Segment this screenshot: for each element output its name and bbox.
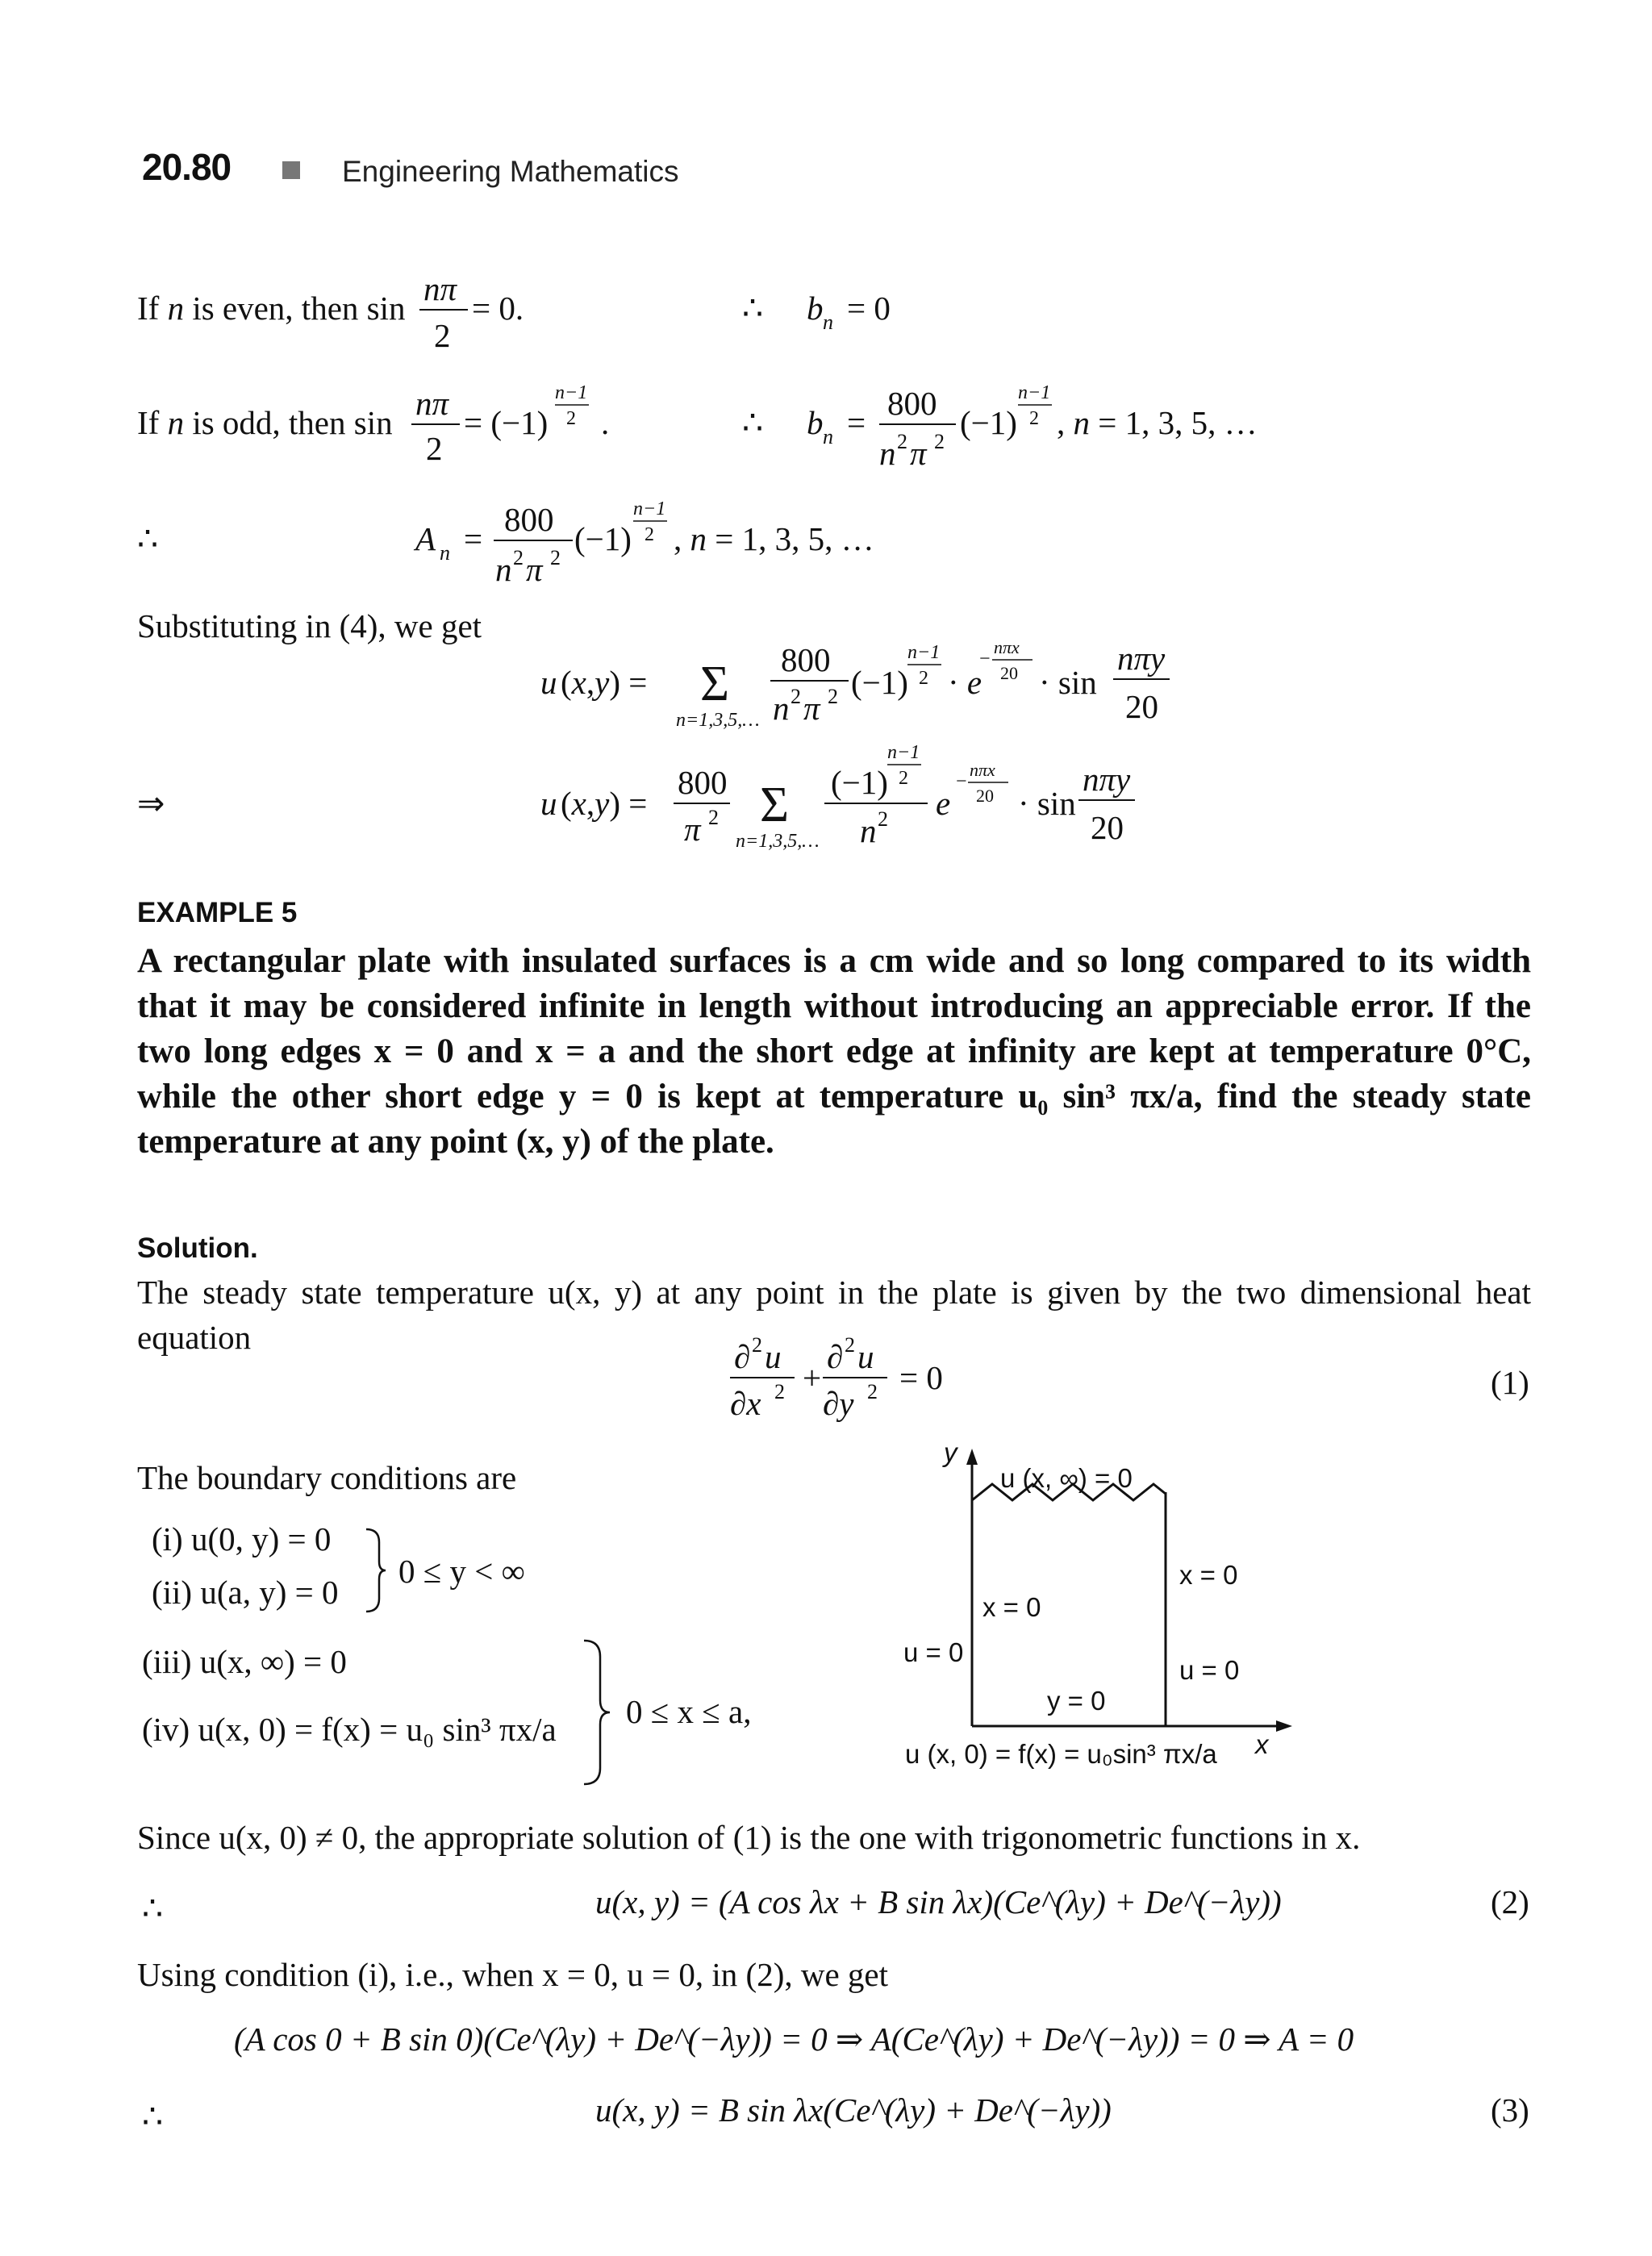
eq2-therefore: ∴ xyxy=(142,1890,164,1927)
solution-intro: The steady state temperature u(x, y) at any point in the plate is given by the two dimensional heat equation xyxy=(137,1274,1531,1356)
eq2-number: (2) xyxy=(1491,1883,1529,1920)
svg-text:n: n xyxy=(823,311,833,334)
diagram-right-inside: x = 0 xyxy=(1179,1560,1238,1590)
svg-text:π: π xyxy=(684,811,701,848)
svg-text:π: π xyxy=(910,435,927,472)
svg-text:n−1: n−1 xyxy=(907,642,941,663)
svg-text:2: 2 xyxy=(919,668,928,689)
svg-text:n−1: n−1 xyxy=(887,742,920,763)
svg-text:π: π xyxy=(526,551,543,588)
svg-text:2: 2 xyxy=(791,685,801,708)
svg-text:nπy: nπy xyxy=(1083,761,1131,798)
svg-text:If n is odd, then sin: If n is odd, then sin xyxy=(137,404,393,441)
diagram-bottom-label: u (x, 0) = f(x) = u₀sin³ πx/a xyxy=(905,1739,1217,1769)
svg-text:nπ: nπ xyxy=(423,270,457,307)
svg-text:n−1: n−1 xyxy=(633,498,666,519)
svg-text:, n = 1, 3, 5, …: , n = 1, 3, 5, … xyxy=(674,520,874,557)
svg-text:π: π xyxy=(803,690,820,727)
plate-diagram xyxy=(879,1437,1331,1783)
solution-label: Solution. xyxy=(137,1232,258,1264)
odd-case-line xyxy=(137,382,1258,472)
svg-text:2: 2 xyxy=(566,408,576,429)
diagram-right-outside: u = 0 xyxy=(1179,1655,1240,1685)
u-sum-1 xyxy=(540,637,1170,731)
bc-i: (i) u(0, y) = 0 xyxy=(152,1520,332,1558)
svg-text:2: 2 xyxy=(867,1380,878,1403)
svg-text:= 0: = 0 xyxy=(899,1359,943,1396)
svg-text:u: u xyxy=(857,1338,874,1375)
svg-text:(−1): (−1) xyxy=(960,404,1017,441)
diagram-left-inside: x = 0 xyxy=(982,1592,1041,1622)
svg-text:20: 20 xyxy=(976,786,994,806)
svg-text:2: 2 xyxy=(845,1333,855,1357)
svg-text:nπx: nπx xyxy=(994,637,1020,657)
svg-text:= (−1): = (−1) xyxy=(464,404,549,441)
diagram-x-axis-label: x xyxy=(1255,1729,1269,1759)
bc-iv: (iv) u(x, 0) = f(x) = u₀ sin³ πx/a xyxy=(142,1711,557,1748)
svg-text:∂: ∂ xyxy=(734,1338,751,1375)
derivation-equations xyxy=(0,258,1652,887)
example-label: EXAMPLE 5 xyxy=(137,897,298,928)
svg-text:2: 2 xyxy=(828,685,838,708)
svg-text:n: n xyxy=(879,435,896,472)
svg-text:20: 20 xyxy=(1091,809,1124,846)
diagram-y-axis-label: y xyxy=(944,1437,957,1467)
svg-text:nπx: nπx xyxy=(970,760,995,780)
svg-text:=: = xyxy=(464,520,483,557)
svg-text:b: b xyxy=(807,404,824,441)
svg-text:(−1): (−1) xyxy=(831,764,888,801)
example-statement: A rectangular plate with insulated surfaces is a cm wide and so long compared to its width that it may be considered infinite in length without introducing an appreciable error. If the two long edges x = 0 and x = a and the short edge at infinity are kept at temperature 0°C, while the other short edge y = 0 is kept at temperature u₀ sin³ πx/a, find the steady state temperature at any point (x, y) of the plate. xyxy=(137,942,1531,1161)
svg-text:(x,y) =: (x,y) = xyxy=(561,664,648,701)
bc-ii: (ii) u(a, y) = 0 xyxy=(152,1574,339,1611)
svg-text:2: 2 xyxy=(878,807,888,831)
since-text: Since u(x, 0) ≠ 0, the appropriate solution of (1) is the one with trigonometric functions in x. xyxy=(137,1819,1361,1856)
brace-y xyxy=(363,1526,387,1615)
using-text: Using condition (i), i.e., when x = 0, u = 0, in (2), we get xyxy=(137,1956,889,1993)
svg-text:2: 2 xyxy=(752,1333,762,1357)
svg-text:If n is even, then sin: If n is even, then sin xyxy=(137,290,406,327)
svg-text:∴: ∴ xyxy=(137,520,159,557)
svg-text:nπ: nπ xyxy=(415,385,449,422)
svg-text:(x,y) =: (x,y) = xyxy=(561,785,648,822)
svg-text:∂y: ∂y xyxy=(823,1385,854,1422)
svg-text:u: u xyxy=(540,664,557,701)
svg-text:−: − xyxy=(956,771,967,792)
svg-text:∴: ∴ xyxy=(742,290,764,327)
page-number: 20.80 xyxy=(142,146,232,188)
svg-text:2: 2 xyxy=(708,806,719,829)
svg-text:∂: ∂ xyxy=(827,1338,844,1375)
book-title: Engineering Mathematics xyxy=(342,155,679,188)
svg-text:e: e xyxy=(936,785,951,822)
svg-text:n: n xyxy=(823,425,833,448)
even-case-line xyxy=(137,270,891,354)
heat-equation xyxy=(710,1331,1000,1436)
svg-text:n=1,3,5,…: n=1,3,5,… xyxy=(736,831,820,852)
svg-text:2: 2 xyxy=(1029,408,1039,429)
eq1-number: (1) xyxy=(1491,1364,1529,1401)
svg-text:n: n xyxy=(860,812,877,849)
bc-intro: The boundary conditions are xyxy=(137,1459,517,1496)
svg-text:2: 2 xyxy=(550,546,561,569)
svg-text:−: − xyxy=(979,648,991,669)
svg-text:(−1): (−1) xyxy=(574,520,632,557)
svg-text:2: 2 xyxy=(513,546,524,569)
substituting-text: Substituting in (4), we get xyxy=(137,607,482,644)
bc-iii: (iii) u(x, ∞) = 0 xyxy=(142,1643,347,1680)
svg-text:20: 20 xyxy=(1125,688,1158,725)
svg-text:2: 2 xyxy=(426,430,443,467)
svg-text:800: 800 xyxy=(504,501,554,538)
svg-text:n−1: n−1 xyxy=(1018,382,1051,403)
brace-x xyxy=(581,1637,613,1787)
svg-text:20: 20 xyxy=(1000,663,1018,683)
svg-text:u: u xyxy=(540,785,557,822)
svg-text:A: A xyxy=(415,520,436,557)
svg-text:2: 2 xyxy=(434,317,451,354)
svg-text:⇒: ⇒ xyxy=(137,785,165,822)
svg-text:nπy: nπy xyxy=(1117,640,1166,677)
range-x: 0 ≤ x ≤ a, xyxy=(626,1693,752,1730)
svg-text:n: n xyxy=(773,690,790,727)
diagram-bottom-inside: y = 0 xyxy=(1047,1686,1106,1716)
An-line xyxy=(137,498,874,588)
svg-text:, n = 1, 3, 5, …: , n = 1, 3, 5, … xyxy=(1057,404,1258,441)
svg-text:2: 2 xyxy=(934,430,945,453)
svg-text:2: 2 xyxy=(774,1380,785,1403)
svg-text:∴: ∴ xyxy=(742,404,764,441)
svg-text:.: . xyxy=(601,404,610,441)
eq2: u(x, y) = (A cos λx + B sin λx)(Ce^(λy) + De^(−λy)) xyxy=(595,1883,1282,1920)
svg-text:800: 800 xyxy=(781,641,831,678)
svg-text:(−1): (−1) xyxy=(851,664,908,701)
svg-text:800: 800 xyxy=(887,385,937,422)
range-y: 0 ≤ y < ∞ xyxy=(398,1553,525,1590)
svg-text:· e: · e xyxy=(948,664,982,701)
svg-text:Σ: Σ xyxy=(700,657,730,711)
svg-text:n=1,3,5,…: n=1,3,5,… xyxy=(676,710,760,731)
svg-text:= 0.: = 0. xyxy=(472,290,524,327)
svg-text:2: 2 xyxy=(897,430,907,453)
svg-text:2: 2 xyxy=(899,768,908,789)
svg-text:∂x: ∂x xyxy=(730,1385,761,1422)
eq3-number: (3) xyxy=(1491,2091,1529,2129)
svg-text:n: n xyxy=(495,551,512,588)
svg-text:· sin: · sin xyxy=(1039,664,1097,701)
diagram-left-outside: u = 0 xyxy=(903,1637,964,1667)
svg-text:· sin: · sin xyxy=(1018,785,1076,822)
svg-text:n: n xyxy=(440,541,450,565)
eq3-therefore: ∴ xyxy=(142,2098,164,2135)
svg-text:+: + xyxy=(803,1359,822,1396)
svg-text:Σ: Σ xyxy=(760,778,790,832)
u-sum-2 xyxy=(137,742,1135,852)
derive-line: (A cos 0 + B sin 0)(Ce^(λy) + De^(−λy)) = 0 ⇒ A(Ce^(λy) + De^(−λy)) = 0 ⇒ A = 0 xyxy=(234,2020,1354,2058)
svg-text:b: b xyxy=(807,290,824,327)
svg-text:2: 2 xyxy=(645,524,654,545)
header-square-icon xyxy=(282,161,300,179)
svg-text:u: u xyxy=(765,1338,782,1375)
svg-text:n−1: n−1 xyxy=(555,382,588,403)
eq3: u(x, y) = B sin λx(Ce^(λy) + De^(−λy)) xyxy=(595,2091,1112,2129)
svg-text:= 0: = 0 xyxy=(847,290,891,327)
svg-text:800: 800 xyxy=(678,764,728,801)
svg-text:=: = xyxy=(847,404,866,441)
diagram-top-label: u (x, ∞) = 0 xyxy=(1000,1463,1133,1493)
